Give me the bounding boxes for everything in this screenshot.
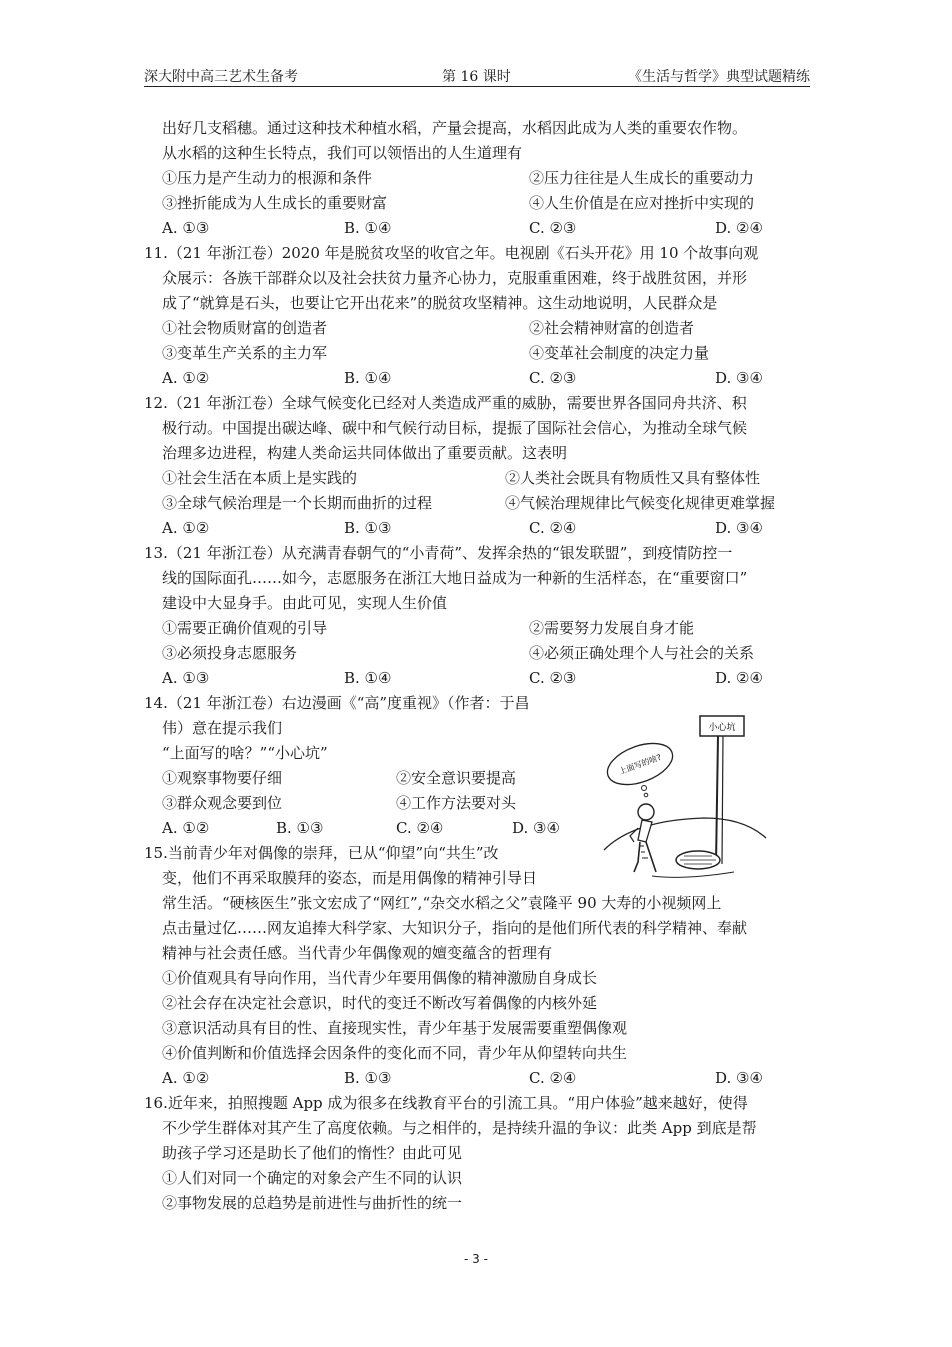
cartoon-illustration: [594, 700, 770, 882]
q12-option-a: A. ①②: [162, 519, 210, 537]
person-body: [638, 820, 652, 842]
q15-option-a: A. ①②: [162, 1069, 210, 1087]
q12-statement-4: ④气候治理规律比气候变化规律更难掌握: [505, 494, 776, 512]
person-head: [638, 804, 654, 820]
q10-option-d: D. ②④: [715, 219, 763, 237]
q13-statement-2: ②需要努力发展自身才能: [529, 619, 695, 637]
sign-text: 小心坑: [708, 723, 736, 733]
q14-line2: 伟）意在提示我们: [162, 719, 283, 737]
q12-line3: 治理多边进程，构建人类命运共同体做出了重要贡献。这表明: [162, 444, 568, 462]
q12-option-b: B. ①③: [344, 519, 392, 537]
q15-option-d: D. ③④: [715, 1069, 763, 1087]
q10-statement-3: ③挫折能成为人生成长的重要财富: [162, 194, 388, 212]
sign-pole: [716, 736, 718, 864]
q14-line1: 14.（21 年浙江卷）右边漫画《“高”度重视》（作者：于昌: [144, 694, 530, 712]
q12-statement-3: ③全球气候治理是一个长期而曲折的过程: [162, 494, 433, 512]
q11-statement-3: ③变革生产关系的主力军: [162, 344, 328, 362]
q15-statement-3: ③意识活动具有目的性、直接现实性，青少年基于发展需要重塑偶像观: [162, 1019, 628, 1037]
q13-option-b: B. ①④: [344, 669, 392, 687]
q13-statement-4: ④必须正确处理个人与社会的关系: [529, 644, 755, 662]
q16-statement-1: ①人们对同一个确定的对象会产生不同的认识: [162, 1169, 463, 1187]
q16-statement-2: ②事物发展的总趋势是前进性与曲折性的统一: [162, 1194, 463, 1212]
q12-line2: 极行动。中国提出碳达峰、碳中和气候行动目标，提振了国际社会信心，为推动全球气候: [162, 419, 748, 437]
q10-option-c: C. ②③: [529, 219, 577, 237]
q11-statement-1: ①社会物质财富的创造者: [162, 319, 328, 337]
q15-line4: 点击量过亿……网友追捧大科学家、大知识分子，指向的是他们所代表的科学精神、奉献: [162, 919, 748, 937]
q15-line5: 精神与社会责任感。当代青少年偶像观的嬗变蕴含的哲理有: [162, 944, 553, 962]
q14-statement-3: ③群众观念要到位: [162, 794, 283, 812]
q14-option-c: C. ②④: [396, 819, 444, 837]
q12-line1: 12.（21 年浙江卷）全球气候变化已经对人类造成严重的威胁，需要世界各国同舟共济、积: [144, 394, 747, 412]
q15-statement-1: ①价值观具有导向作用，当代青少年要用偶像的精神激励自身成长: [162, 969, 598, 987]
q15-option-b: B. ①③: [344, 1069, 392, 1087]
q10-line1: 出好几支稻穗。通过这种技术种植水稻，产量会提高，水稻因此成为人类的重要农作物。: [162, 119, 748, 137]
q13-option-a: A. ①③: [162, 669, 210, 687]
q11-option-c: C. ②③: [529, 369, 577, 387]
q14-option-b: B. ①③: [276, 819, 324, 837]
q10-statement-4: ④人生价值是在应对挫折中实现的: [529, 194, 755, 212]
q10-statement-1: ①压力是产生动力的根源和条件: [162, 169, 373, 187]
q10-option-a: A. ①③: [162, 219, 210, 237]
q15-statement-2: ②社会存在决定社会意识，时代的变迁不断改写着偶像的内核外延: [162, 994, 598, 1012]
q15-statement-4: ④价值判断和价值选择会因条件的变化而不同，青少年从仰望转向共生: [162, 1044, 628, 1062]
q13-line1: 13.（21 年浙江卷）从充满青春朝气的“小青荷”、发挥余热的“银发联盟”，到疫情防控一: [144, 544, 733, 562]
q11-line3: 成了“就算是石头，也要让它开出花来”的脱贫攻坚精神。这生动地说明，人民群众是: [162, 294, 718, 312]
q11-statement-2: ②社会精神财富的创造者: [529, 319, 695, 337]
q11-line1: 11.（21 年浙江卷）2020 年是脱贫攻坚的收官之年。电视剧《石头开花》用 10 个故事向观: [144, 244, 759, 262]
q11-line2: 众展示：各族干部群众以及社会扶贫力量齐心协力，克服重重困难，终于战胜贫困，并形: [162, 269, 748, 287]
ground-line: [604, 818, 766, 850]
q13-option-d: D. ②④: [715, 669, 763, 687]
q11-option-d: D. ③④: [715, 369, 763, 387]
q16-line3: 助孩子学习还是助长了他们的惰性？由此可见: [162, 1144, 463, 1162]
q14-statement-1: ①观察事物要仔细: [162, 769, 283, 787]
q14-option-a: A. ①②: [162, 819, 210, 837]
q15-line1: 15.当前青少年对偶像的崇拜，已从“仰望”向“共生”改: [144, 844, 499, 862]
page-number: - 3 -: [464, 1252, 488, 1266]
q10-statement-2: ②压力往往是人生成长的重要动力: [529, 169, 755, 187]
q14-statement-2: ②安全意识要提高: [396, 769, 517, 787]
q15-option-c: C. ②④: [529, 1069, 577, 1087]
q11-option-a: A. ①②: [162, 369, 210, 387]
header-center: 第 16 课时: [442, 69, 511, 85]
q16-line1: 16.近年来，拍照搜题 App 成为很多在线教育平台的引流工具。“用户体验”越来越好，使得: [144, 1094, 748, 1112]
q10-line2: 从水稻的这种生长特点，我们可以领悟出的人生道理有: [162, 144, 523, 162]
q14-line3: “上面写的啥？”“小心坑”: [162, 744, 328, 762]
person-legs: [634, 842, 656, 872]
bubble-text: 上面写的啥?: [617, 752, 663, 777]
q13-option-c: C. ②③: [529, 669, 577, 687]
q12-statement-2: ②人类社会既具有物质性又具有整体性: [505, 469, 761, 487]
q12-option-d: D. ③④: [715, 519, 763, 537]
q13-statement-1: ①需要正确价值观的引导: [162, 619, 328, 637]
header-left: 深大附中高三艺术生备考: [144, 69, 298, 85]
q10-option-b: B. ①④: [344, 219, 392, 237]
q15-line3: 常生活。“硬核医生”张文宏成了“网红”,“杂交水稻之父”袁隆平 90 大寿的小视频网上: [162, 894, 722, 912]
q11-option-b: B. ①④: [344, 369, 392, 387]
q13-line2: 线的国际面孔……如今，志愿服务在浙江大地日益成为一种新的生活样态，在“重要窗口”: [162, 569, 748, 587]
page-header: [144, 64, 810, 87]
q15-line2: 变，他们不再采取膜拜的姿态，而是用偶像的精神引导日: [162, 869, 538, 887]
header-right: 《生活与哲学》典型试题精练: [628, 69, 810, 85]
q14-statement-4: ④工作方法要对头: [396, 794, 517, 812]
q13-line3: 建设中大显身手。由此可见，实现人生价值: [162, 594, 448, 612]
q12-option-c: C. ②④: [529, 519, 577, 537]
q16-line2: 不少学生群体对其产生了高度依赖。与之相伴的，是持续升温的争议：此类 App 到底是帮: [162, 1119, 757, 1137]
q12-statement-1: ①社会生活在本质上是实践的: [162, 469, 358, 487]
q13-statement-3: ③必须投身志愿服务: [162, 644, 298, 662]
q14-option-d: D. ③④: [512, 819, 560, 837]
q11-statement-4: ④变革社会制度的决定力量: [529, 344, 710, 362]
